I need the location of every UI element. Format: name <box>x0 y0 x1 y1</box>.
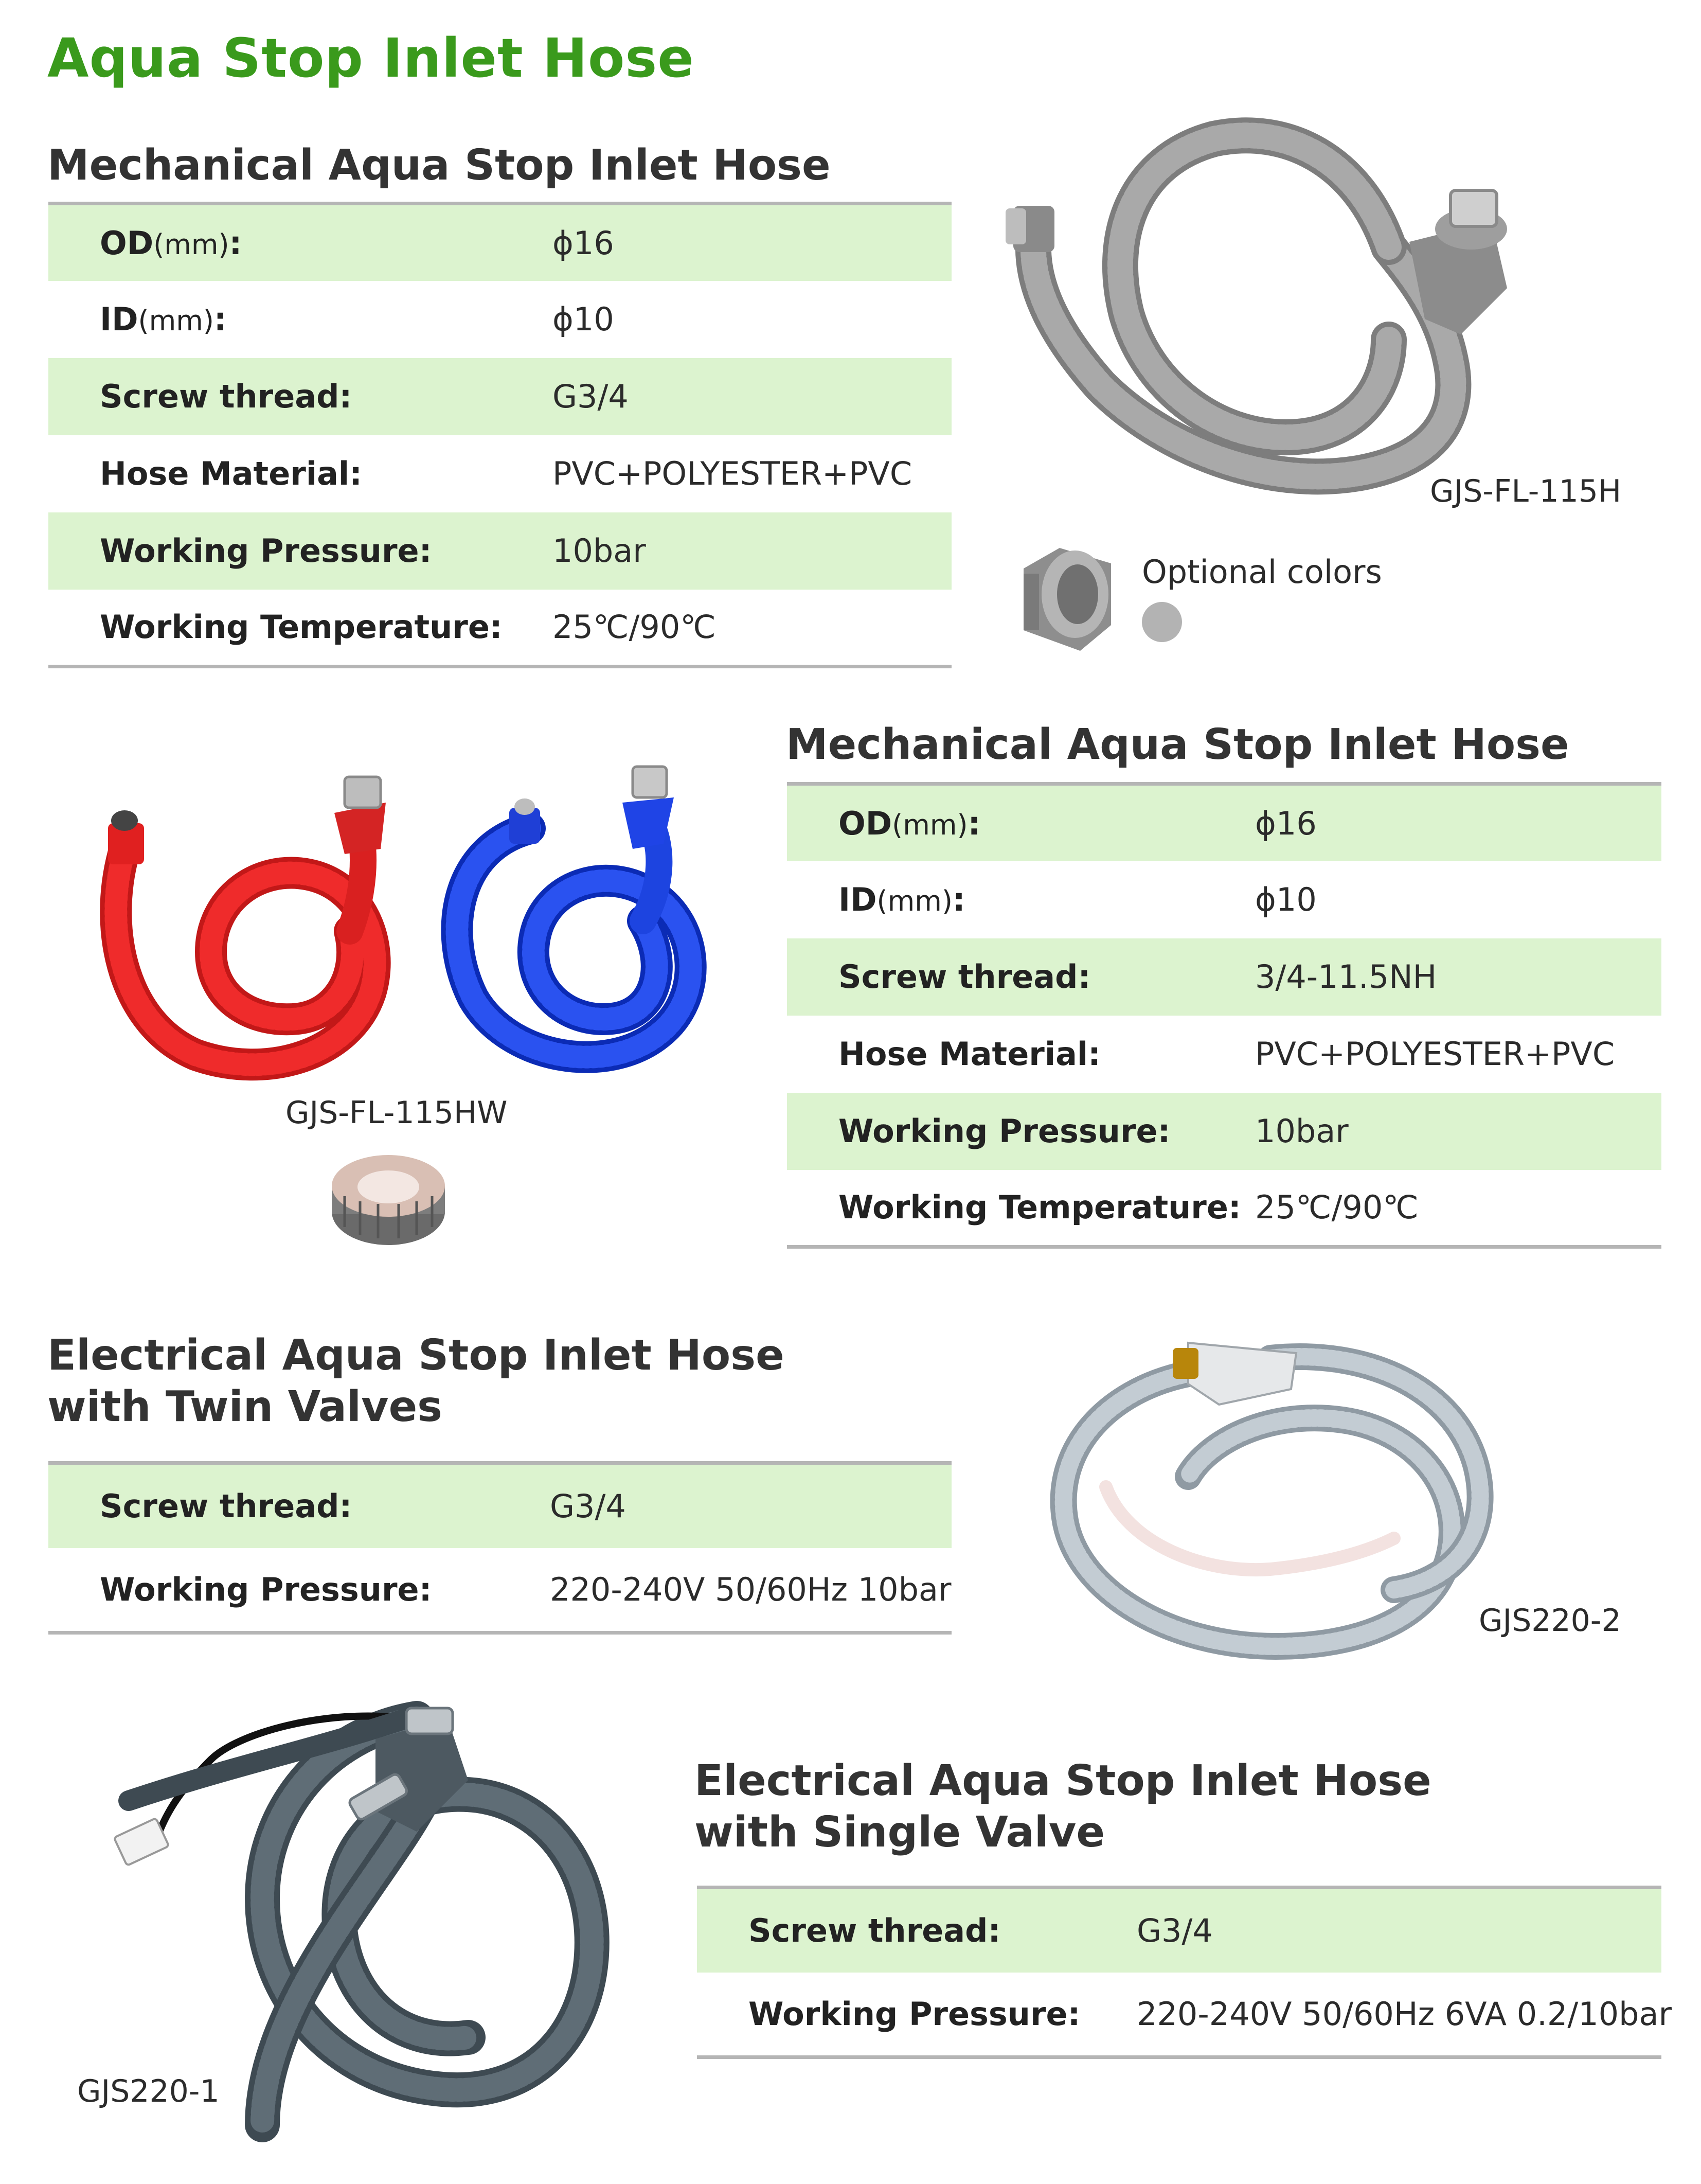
product-code-gjs-fl-115hw: GJS-FL-115HW <box>285 1095 508 1131</box>
spec-value-screw-thread: G3/4 <box>1137 1888 1661 1973</box>
table-row <box>787 938 1661 1016</box>
spec-value-od: ϕ16 <box>552 204 952 281</box>
spec-value-working-temperature: 25℃/90℃ <box>552 608 716 646</box>
table-row <box>787 784 1661 861</box>
spec-table-electrical-twin <box>48 1461 952 1635</box>
spec-table-electrical-single <box>697 1886 1672 2059</box>
spec-value-screw-thread: 3/4-11.5NH <box>1255 938 1661 1016</box>
table-row <box>48 1463 952 1548</box>
spec-label-screw-thread: Screw thread: <box>48 358 552 435</box>
spec-label-working-pressure: Working Pressure: <box>748 1995 1081 2033</box>
spec-value-screw-thread: G3/4 <box>550 1463 952 1548</box>
nut-image-metal <box>329 1150 447 1248</box>
table-row <box>48 281 952 358</box>
spec-value-working-pressure: 10bar <box>552 512 952 590</box>
spec-table-mechanical-1 <box>48 202 952 668</box>
color-swatch-grey <box>1142 602 1182 642</box>
spec-label-working-pressure: Working Pressure: <box>787 1093 1255 1170</box>
spec-label-working-temperature: Working Temperature: <box>100 608 503 646</box>
spec-value-id: ϕ10 <box>1255 881 1317 918</box>
table-row <box>48 204 952 281</box>
product-code-gjs220-1: GJS220-1 <box>77 2073 220 2109</box>
spec-value-screw-thread: G3/4 <box>552 358 952 435</box>
spec-value-hose-material: PVC+POLYESTER+PVC <box>1255 1035 1615 1073</box>
spec-label-hose-material: Hose Material: <box>100 455 362 492</box>
spec-value-working-pressure: 220-240V 50/60Hz 6VA 0.2/10bar <box>1137 1995 1672 2033</box>
spec-label-id: ID(mm): <box>838 881 965 918</box>
spec-label-od: OD(mm): <box>48 204 552 281</box>
spec-value-od: ϕ16 <box>1255 784 1661 861</box>
section-title-electrical-twin <box>47 1330 784 1433</box>
product-code-gjs220-2: GJS220-2 <box>1479 1603 1621 1639</box>
section-title-line-1: Electrical Aqua Stop Inlet Hose <box>694 1756 1431 1805</box>
spec-label-hose-material: Hose Material: <box>838 1035 1101 1073</box>
table-row <box>48 435 952 512</box>
section-title-mechanical-1: Mechanical Aqua Stop Inlet Hose <box>47 141 831 190</box>
spec-label-working-pressure: Working Pressure: <box>100 1570 432 1608</box>
table-row <box>787 861 1661 938</box>
table-row <box>787 1170 1661 1247</box>
page-title: Aqua Stop Inlet Hose <box>47 27 694 90</box>
spec-value-id: ϕ10 <box>552 300 614 338</box>
product-image-gjs-fl-115h <box>998 118 1564 530</box>
product-code-gjs-fl-115h: GJS-FL-115H <box>1430 473 1622 509</box>
spec-label-id: ID(mm): <box>100 300 227 338</box>
section-title-mechanical-2: Mechanical Aqua Stop Inlet Hose <box>786 720 1569 769</box>
spec-label-working-temperature: Working Temperature: <box>838 1188 1241 1227</box>
spec-value-hose-material: PVC+POLYESTER+PVC <box>552 455 912 492</box>
spec-value-working-pressure: 10bar <box>1255 1093 1661 1170</box>
spec-label-screw-thread: Screw thread: <box>697 1888 1137 1973</box>
table-row <box>697 1888 1661 1973</box>
optional-colors-label: Optional colors <box>1142 553 1382 591</box>
table-row <box>787 1093 1661 1170</box>
spec-label-od: OD(mm): <box>787 784 1255 861</box>
section-title-line-2: with Twin Valves <box>47 1382 442 1431</box>
section-title-line-1: Electrical Aqua Stop Inlet Hose <box>47 1331 784 1380</box>
section-title-electrical-single <box>694 1755 1431 1858</box>
product-image-gjs-fl-115hw <box>93 767 720 1096</box>
nut-image-grey <box>1013 538 1121 656</box>
spec-label-screw-thread: Screw thread: <box>48 1463 550 1548</box>
table-row <box>787 1016 1661 1093</box>
table-row <box>48 590 952 667</box>
table-row <box>48 358 952 435</box>
section-title-line-2: with Single Valve <box>694 1808 1105 1857</box>
table-row <box>697 1973 1661 2057</box>
spec-value-working-temperature: 25℃/90℃ <box>1255 1188 1419 1227</box>
spec-label-screw-thread: Screw thread: <box>787 938 1255 1016</box>
spec-table-mechanical-2 <box>787 782 1661 1249</box>
spec-label-working-pressure: Working Pressure: <box>48 512 552 590</box>
table-row <box>48 1548 952 1633</box>
table-row <box>48 512 952 590</box>
spec-value-working-pressure: 220-240V 50/60Hz 10bar <box>550 1570 952 1608</box>
product-image-gjs220-2 <box>1034 1302 1497 1677</box>
